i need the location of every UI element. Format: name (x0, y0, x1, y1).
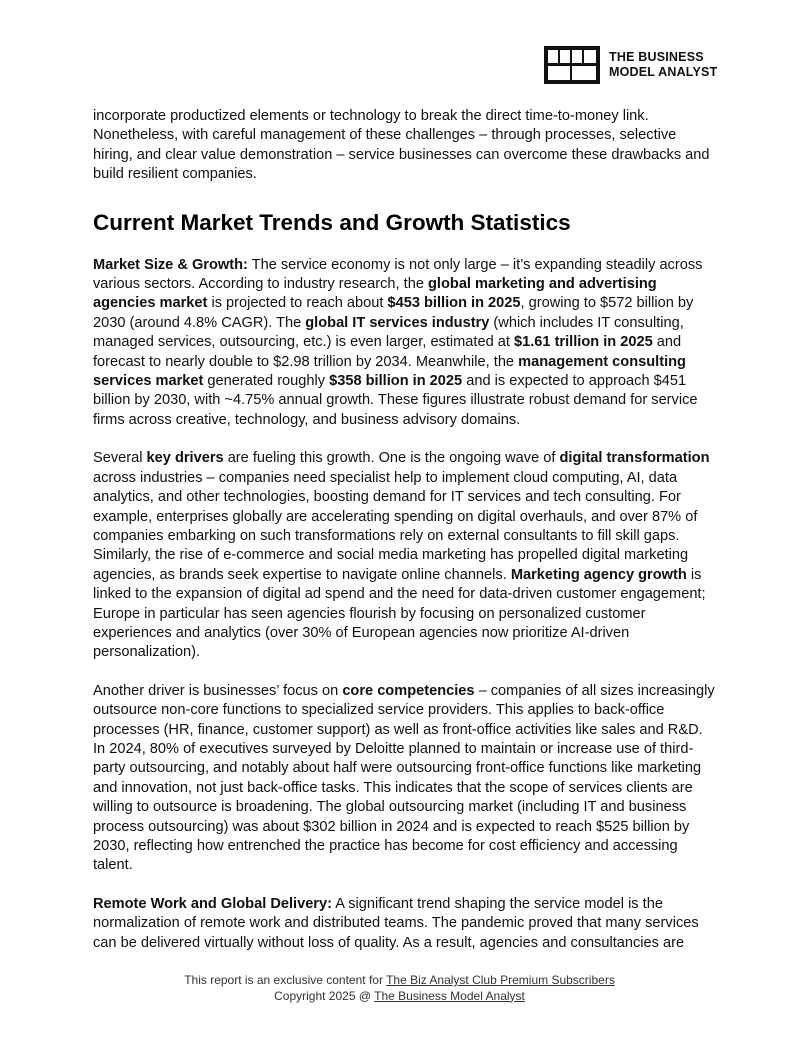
text-run: and is expected to approach $451 billion by 2030, with ~4.75% annual growth. These figures illustrate robust demand for service firms across creative, technology, and business advisory domains. (93, 373, 698, 428)
subscribers-link[interactable]: The Biz Analyst Club Premium Subscribers (386, 973, 615, 987)
text-run: is linked to the expansion of digital ad spend and the need for data-driven customer engagement; Europe in particular has seen agencies flourish by focusing on personalized customer experiences and analytics (over 30% of European agencies now prioritize AI-driven personalization). (93, 566, 706, 661)
logo-mark-icon (544, 46, 600, 84)
text-run: are fueling this growth. One is the ongoing wave of (223, 450, 560, 467)
text-run: Several (93, 450, 147, 467)
footer-text: Copyright 2025 @ (274, 988, 375, 1003)
footer-text: This report is an exclusive content for (184, 973, 387, 987)
text-run: A significant trend shaping the service model is the normalization of remote work and distributed teams. The pandemic proved that many services can be delivered virtually without loss of quality. As a result, agencies and consultancies are (93, 895, 699, 951)
text-run: Another driver is businesses’ focus on (93, 682, 343, 699)
drivers-paragraph (93, 449, 715, 662)
page-footer (0, 973, 799, 1004)
bold-run: global marketing and advertising agencies market (93, 276, 657, 312)
text-run: (which includes IT consulting, managed services, outsourcing, etc.) is even larger, estimated at (93, 314, 684, 351)
intro-paragraph: incorporate productized elements or technology to break the direct time-to-money link. Nonetheless, with careful management of these challenges – through processes, selective hiring, and clear value demonstration – service businesses can overcome these drawbacks and build resilient companies. (93, 108, 710, 183)
logo-wordmark (609, 50, 717, 80)
footer-line-1 (0, 973, 799, 989)
footer-line-2 (0, 989, 799, 1005)
text-run: generated roughly (203, 373, 330, 390)
text-run: across industries – companies need specialist help to implement cloud computing, AI, data analytics, and other technologies, boosting demand for IT services and tech consulting. For example, enterprises globally are accelerating spending on digital overhauls, and over 87% of companies embarking on such transformations rely on external consultants to fill skill gaps. Similarly, the rise of e-commerce and social media marketing has propelled digital marketing agencies, as brands seek expertise to navigate online channels. (93, 469, 698, 583)
brand-logo (544, 46, 717, 84)
core-competencies-paragraph (93, 682, 715, 876)
logo-line-1: THE BUSINESS (609, 50, 704, 64)
text-run: The service economy is not only large – it’s expanding steadily across various sectors. According to industry research, the (93, 256, 703, 293)
bold-run: $358 billion in 2025 (329, 373, 463, 390)
text-run: , growing to $572 billion by 2030 (around 4.8% CAGR). The (93, 295, 694, 331)
bold-run: digital transformation (559, 450, 710, 467)
market-size-paragraph (93, 256, 715, 431)
document-body (93, 107, 715, 972)
bold-run: Marketing agency growth (510, 566, 687, 583)
market-size-label: Market Size & Growth: (93, 256, 248, 273)
bold-run: key drivers (146, 450, 224, 467)
text-run: – companies of all sizes increasingly outsource non-core functions to specialized service providers. This applies to back-office processes (HR, finance, customer support) as well as front-office activities like sales and R&D. In 2024, 80% of executives surveyed by Deloitte planned to maintain or increase use of third-party outsourcing, and notably about half were outsourcing front-office functions like marketing and innovation, not just back-office tasks. This indicates that the scope of services clients are willing to outsource is broadening. The global outsourcing market (including IT and business process outsourcing) was about $302 billion in 2024 and is expected to reach $525 billion by 2030, reflecting how entrenched the practice has become for cost efficiency and accessing talent. (93, 682, 715, 874)
bold-run: $453 billion in 2025 (387, 295, 521, 312)
bold-run: $1.61 trillion in 2025 (514, 334, 653, 351)
bold-run: management consulting services market (93, 353, 686, 390)
section-heading: Current Market Trends and Growth Statistics (93, 209, 571, 235)
business-model-analyst-link[interactable]: The Business Model Analyst (374, 988, 525, 1003)
remote-work-paragraph (93, 895, 715, 953)
logo-line-2: MODEL ANALYST (609, 65, 718, 79)
bold-run: global IT services industry (305, 314, 490, 331)
text-run: is projected to reach about (207, 295, 388, 312)
bold-run: core competencies (342, 682, 475, 699)
text-run: and forecast to nearly double to $2.98 trillion by 2034. Meanwhile, the (93, 334, 682, 370)
remote-work-label: Remote Work and Global Delivery: (93, 895, 332, 912)
